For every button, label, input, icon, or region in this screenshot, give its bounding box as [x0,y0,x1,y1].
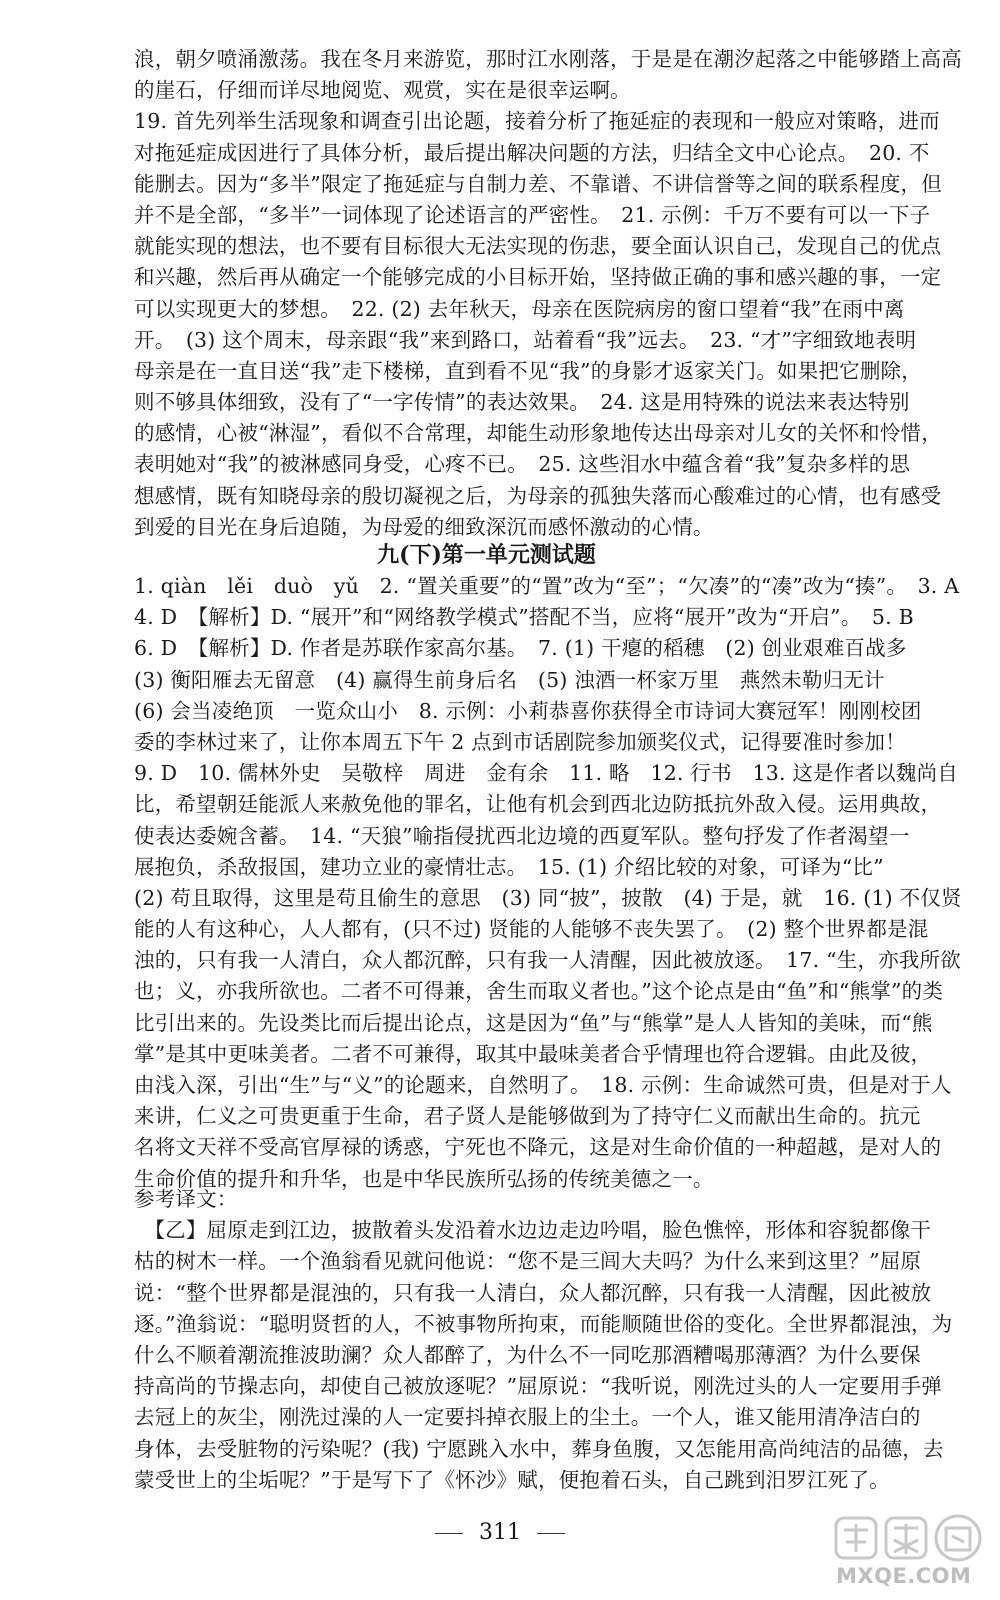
text-line: 到爱的目光在身后追随，为母爱的细致深沉而感怀激动的心情。 [134,514,714,539]
text-line: 则不够具体细致，没有了“一字传情”的表达效果。 24. 这是用特殊的说法来表达特别 [134,390,910,415]
text-line: 想感情，既有知晓母亲的殷切凝视之后，为母亲的孤独失落而心酸难过的心情，也有感受 [134,483,942,508]
answer-block-unit-one-test [134,571,962,1195]
text-line: 蒙受世上的尘垢呢？”于是写下了《怀沙》赋，便抱着石头，自己跳到汨罗江死了。 [134,1467,890,1492]
answer-block-unit-test-previous [134,44,962,543]
text-line: 浪，朝夕喷涌激荡。我在冬月来游览，那时江水刚落，于是是在潮汐起落之中能够踏上高高 [134,47,962,71]
text-line: (6) 会当凌绝顶 一览众山小 8. 示例：小莉恭喜你获得全市诗词大赛冠军！刚刚校团 [134,698,922,723]
text-line: (2) 苟且取得，这里是苟且偷生的意思 (3) 同“披”，披散 (4) 于是，就 16. (1) 不仅贤 [134,885,962,910]
text-line: 的崖石，仔细而详尽地阅览、观赏，实在是很幸运啊。 [134,78,631,103]
text-line: 浊的，只有我一人清白，众人都沉醉，只有我一人清醒，因此被放逐。 17. “生，亦我所欲 [134,948,961,973]
text-line: 就能实现的想法，也不要有目标很大无法实现的伤悲，要全面认识自己，发现自己的优点 [134,234,942,259]
text-line: 1. qiàn lěi duò yǔ 2. “置关重要”的“置”改为“至”；“欠凑”的“凑”改为“揍”。 3. A [134,574,960,598]
reference-translation-block [134,1184,953,1496]
text-line: 并不是全部，“多半”一词体现了论述语言的严密性。 21. 示例：千万不要有可以一下子 [134,202,931,227]
text-line: 说：“整个世界都是混浊的，只有我一人清白，众人都沉醉，只有我一人清醒，因此被放 [134,1280,932,1305]
text-line: 9. D 10. 儒林外史 吴敬梓 周进 金有余 11. 略 12. 行书 13. 这是作者以魏尚自 [134,761,958,786]
text-line: 母亲是在一直目送“我”走下楼梯，直到看不见“我”的身影才返家关门。如果把它删除， [134,358,922,383]
text-line: 来讲，仁义之可贵更重于生命，君子贤人是能够做到为了持守仁义而献出生命的。抗元 [134,1104,921,1129]
text-line: 生命价值的提升和升华，也是中华民族所弘扬的传统美德之一。 [134,1166,714,1191]
watermark-url: MXQE.COM [836,1564,972,1588]
watermark-logo-icon [834,1512,984,1564]
text-line: 也；义，亦我所欲也。二者不可得兼，舍生而取义者也。”这个论点是由“鱼”和“熊掌”的类 [134,979,944,1004]
text-line: 开。 (3) 这个周末，母亲跟“我”来到路口，站着看“我”远去。 23. “才”字细致地表明 [134,327,917,352]
text-line: 掌”是其中更味美者。二者不可兼得，取其中最味美者合乎情理也符合逻辑。由此及彼， [134,1041,932,1066]
text-line: 展抱负，杀敌报国，建功立业的豪情壮志。 15. (1) 介绍比较的对象，可译为“比” [134,854,884,879]
text-line: (3) 衡阳雁去无留意 (4) 赢得生前身后名 (5) 浊酒一杯家万里 燕然未勒归无计 [134,667,885,692]
text-line: 可以实现更大的梦想。 22. (2) 去年秋天，母亲在医院病房的窗口望着“我”在雨中离 [134,296,905,321]
text-line: 表明她对“我”的被淋感同身受，心疼不已。 25. 这些泪水中蕴含着“我”复杂多样的思 [134,452,911,477]
text-line: 对拖延症成因进行了具体分析，最后提出解决问题的方法，归结全文中心论点。 20. 不 [134,140,930,165]
text-line: 4. D 【解析】D. “展开”和“网络教学模式”搭配不当，应将“展开”改为“开启”。 5. B [134,605,914,630]
text-line: 由浅入深，引出“生”与“义”的论题来，自然明了。 18. 示例：生命诚然可贵，但是对于人 [134,1073,952,1097]
footer-dash-left [435,1533,463,1534]
text-line: 能删去。因为“多半”限定了拖延症与自制力差、不靠谱、不讲信誉等之间的联系程度，但 [134,171,942,196]
text-line: 【乙】屈原走到江边，披散着头发沿着水边边走边吟唱，脸色憔悴，形体和容貌都像干 [134,1218,932,1243]
section-title: 九(下)第一单元测试题 [377,542,596,568]
text-line: 枯的树木一样。一个渔翁看见就问他说：“您不是三闾大夫吗？为什么来到这里？”屈原 [134,1249,922,1274]
text-line: 参考译文： [134,1187,238,1211]
text-line: 19. 首先列举生活现象和调查引出论题，接着分析了拖延症的表现和一般应对策略，进而 [134,109,940,134]
text-line: 委的李林过来了，让你本周五下午 2 点到市话剧院参加颁奖仪式，记得要准时参加！ [134,729,906,754]
page-number: 311 [479,1520,521,1545]
text-line: 身体，去受脏物的污染呢？(我) 宁愿跳入水中，葬身鱼腹，又怎能用高尚纯洁的品德，去 [134,1436,944,1461]
text-line: 逐。”渔翁说：“聪明贤哲的人，不被事物所拘束，而能顺随世俗的变化。全世界都混浊，为 [134,1311,953,1336]
text-line: 名将文天祥不受高官厚禄的诱惑，宁死也不降元，这是对生命价值的一种超越，是对人的 [134,1135,942,1160]
text-line: 6. D 【解析】D. 作者是苏联作家高尔基。 7. (1) 干瘪的稻穗 (2) 创业艰难百战多 [134,636,907,661]
text-line: 去冠上的灰尘，刚洗过澡的人一定要抖掉衣服上的尘土。一个人，谁又能用清净洁白的 [134,1405,921,1430]
text-line: 比，希望朝廷能派人来赦免他的罪名，让他有机会到西北边防抵抗外敌入侵。运用典故， [134,792,942,817]
text-line: 使表达委婉含蓄。 14. “天狼”喻指侵扰西北边境的西夏军队。整句抒发了作者渴望一 [134,823,910,848]
watermark [828,1512,986,1590]
text-line: 持高尚的节操志向，却使自己被放逐呢？”屈原说：“我听说，刚洗过头的人一定要用手弹 [134,1374,942,1399]
text-line: 比引出来的。先设类比而后提出论点，这是因为“鱼”与“熊掌”是人人皆知的美味，而“熊 [134,1010,933,1035]
text-line: 什么不顺着潮流推波助澜？众人都醉了，为什么不一同吃那酒糟喝那薄酒？为什么要保 [134,1342,921,1367]
text-line: 和兴趣，然后再从确定一个能够完成的小目标开始，坚持做正确的事和感兴趣的事，一定 [134,265,942,290]
text-line: 的感情，心被“淋湿”，看似不合常理，却能生动形象地传达出母亲对儿女的关怀和怜惜， [134,421,942,446]
text-line: 能的人有这种心，人人都有，(只不过) 贤能的人能够不丧失罢了。 (2) 整个世界都是混 [134,917,929,942]
footer-dash-right [537,1533,565,1534]
